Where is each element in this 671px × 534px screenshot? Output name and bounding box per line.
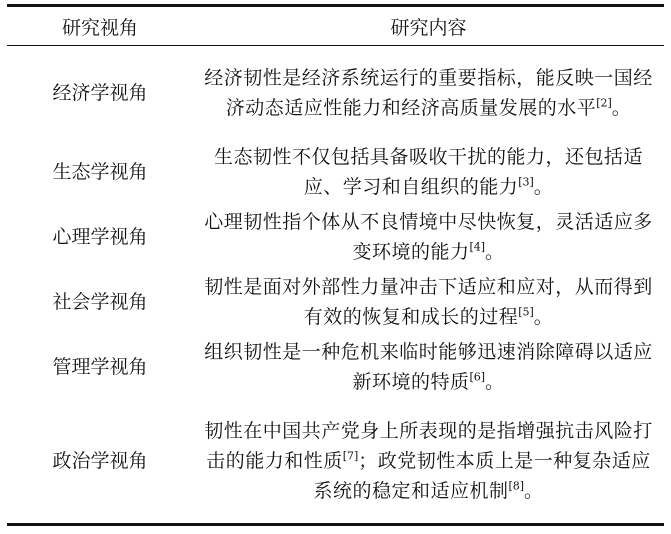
content-end: 。 bbox=[611, 96, 632, 119]
content-text: 韧性是面对外部性力量冲击下适应和应对，从而得到有效的恢复和成长的过程 bbox=[204, 275, 653, 328]
citation-ref: [4] bbox=[469, 240, 486, 254]
content-text-continued: ；政党韧性本质上是一种复杂适应系统的稳定和适应机制 bbox=[313, 450, 651, 502]
content-text: 心理韧性指个体从不良情境中尽快恢复，灵活适应多变环境的能力 bbox=[204, 210, 653, 263]
row-content bbox=[193, 399, 664, 525]
table-row bbox=[7, 269, 664, 334]
content-text: 韧性在中国共产党身上所表现的是指增强抗击风险打击的能力和性质 bbox=[204, 420, 653, 472]
content-end: 。 bbox=[533, 305, 554, 328]
content-text: 生态韧性不仅包括具备吸收干扰的能力，还包括适应、学习和自组织的能力 bbox=[213, 145, 643, 198]
row-perspective: 管理学视角 bbox=[52, 355, 148, 378]
row-content bbox=[193, 46, 664, 140]
content-end: 。 bbox=[533, 175, 554, 198]
citation-ref: [6] bbox=[469, 370, 486, 384]
research-perspective-table-container bbox=[7, 4, 664, 526]
row-content bbox=[193, 204, 664, 269]
row-perspective: 政治学视角 bbox=[52, 450, 148, 472]
table-row bbox=[7, 46, 664, 140]
citation-ref: [8] bbox=[508, 479, 525, 493]
table-row bbox=[7, 204, 664, 269]
research-perspective-table bbox=[7, 4, 664, 526]
header-content: 研究内容 bbox=[390, 16, 467, 39]
row-content bbox=[193, 269, 664, 334]
content-end: 。 bbox=[485, 240, 505, 263]
row-perspective: 心理学视角 bbox=[52, 225, 148, 248]
citation-ref: [7] bbox=[342, 449, 359, 463]
content-text: 经济韧性是经济系统运行的重要指标，能反映一国经济动态适应性能力和经济高质量发展的水平 bbox=[204, 66, 653, 119]
table-row bbox=[7, 334, 664, 399]
row-perspective: 生态学视角 bbox=[52, 160, 148, 183]
row-perspective: 社会学视角 bbox=[52, 290, 148, 313]
citation-ref: [5] bbox=[518, 305, 534, 319]
table-row bbox=[7, 399, 664, 525]
table-row bbox=[7, 139, 664, 204]
table-header-row bbox=[7, 6, 664, 46]
row-perspective: 经济学视角 bbox=[52, 81, 148, 104]
content-end: 。 bbox=[524, 480, 544, 502]
row-content bbox=[193, 334, 664, 399]
citation-ref: [3] bbox=[518, 175, 534, 189]
header-perspective: 研究视角 bbox=[61, 16, 138, 39]
row-content bbox=[193, 139, 664, 204]
content-text: 组织韧性是一种危机来临时能够迅速消除障碍以适应新环境的特质 bbox=[204, 340, 653, 393]
citation-ref: [2] bbox=[596, 96, 612, 110]
content-end: 。 bbox=[485, 370, 505, 393]
